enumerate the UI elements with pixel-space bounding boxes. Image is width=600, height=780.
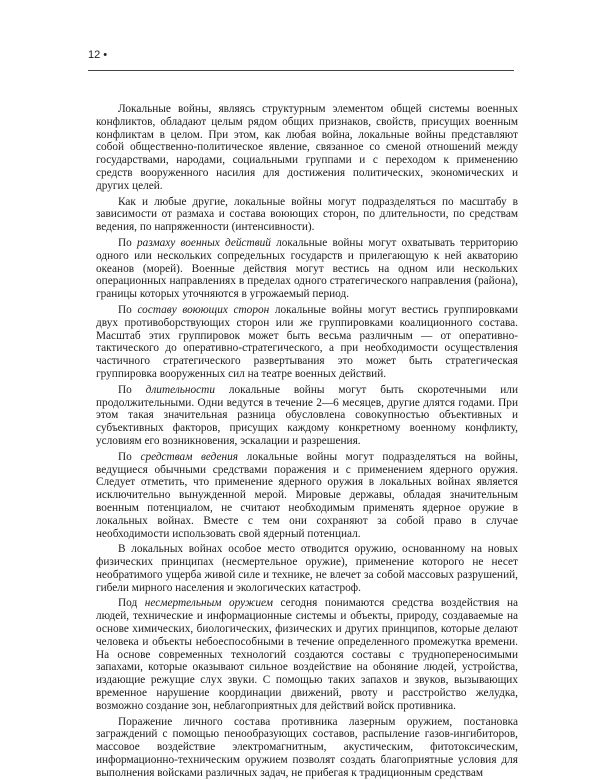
paragraph-6: По средствам ведения локальные войны могут подразделяться на войны, ведущиеся обычными средствами поражения и с применением ядерного оружия. Следует отметить, что применение ядерного оружия в локальных войнах является исключительно вынужденной мерой. Мировые державы, обладая значительным военным потенциалом, не считают необходимым применять ядерное оружие в локальных войнах. Вместе с тем они сохраняют за собой право в случае необходимости использовать свой ядерный потенциал. xyxy=(96,450,518,540)
italic-term: несмертельным оружием xyxy=(144,597,273,610)
paragraph-8: Под несмертельным оружием сегодня понимаются средства воздействия на людей, технические и информационные системы и объекты, природу, создаваемые на основе химических, биологических, физических и других принципов, которые делают человека и объекты небоеспособными в течение определенного промежутка времени. На основе современных технологий создаются составы с труднопереносимыми запахами, которые оказывают сильное воздействие на обоняние людей, устройства, издающие режущие слух звуки. С помощью таких запахов и звуков, вызывающих временное нарушение координации движений, рвоту и расстройство желудка, возможно создание зон, неблагоприятных для действий войск противника. xyxy=(96,597,518,712)
body-text xyxy=(96,103,518,780)
italic-term: составу воюющих сторон xyxy=(137,303,270,316)
paragraph-4: По составу воюющих сторон локальные войны могут вестись группировками двух противоборствующих сторон или же группировками коалиционного состава. Масштаб этих группировок может быть весьма различным — от оперативно-тактического до оперативно-стратегического, а при необходимости осуществления частичного стратегического развертывания это может быть стратегическая группировка вооруженных сил на театре военных действий. xyxy=(96,303,518,380)
paragraph-1: Локальные войны, являясь структурным элементом общей системы военных конфликтов, обладают целым рядом общих признаков, свойств, присущих военным конфликтам в целом. При этом, как любая война, локальные войны представляют собой общественно-политическое явление, связанное со сменой отношений между государствами, народами, социальными группами и с переходом к применению средств вооруженного насилия для достижения политических, экономических и других целей. xyxy=(96,103,518,192)
paragraph-7: В локальных войнах особое место отводится оружию, основанному на новых физических принципах (несмертельное оружие), применение которого не несет необратимого ущерба живой силе и технике, не влечет за собой массовых разрушений, гибели мирного населения и экологических катастроф. xyxy=(96,543,518,594)
italic-term: размаху военных действий xyxy=(137,236,271,249)
italic-term: средствам ведения xyxy=(140,450,239,463)
header-rule xyxy=(88,70,514,71)
paragraph-5: По длительности локальные войны могут быть скоротечными или продолжительными. Одни ведутся в течение 2—6 месяцев, другие длятся годами. При этом такая значительная разница обусловлена совокупностью объективных и субъективных факторов, присущих каждому конкретному военному конфликту, условиям его возникновения, эскалации и разрешения. xyxy=(96,383,518,447)
paragraph-9: Поражение личного состава противника лазерным оружием, постановка заграждений с помощью пенообразующих составов, распыление газов-ингибиторов, массовое воздействие электромагнитным, акустическим, фитотоксическим, информационно-техническим оружием позволят создать благоприятные условия для выполнения войсками различных задач, не прибегая к традиционным средствам xyxy=(96,715,518,779)
paragraph-2: Как и любые другие, локальные войны могут подразделяться по масштабу в зависимости от размаха и состава воюющих сторон, по длительности, по средствам ведения, по напряженности (интенсивности). xyxy=(96,195,518,234)
page-number: 12 • xyxy=(88,49,108,61)
paragraph-3: По размаху военных действий локальные войны могут охватывать территорию одного или нескольких сопредельных государств и прилегающую к ней акваторию океанов (морей). Военные действия могут вестись на одном или нескольких операционных направлениях в пределах одного стратегического направления (района), границы которых уточняются в угрожаемый период. xyxy=(96,236,518,301)
italic-term: длительности xyxy=(145,383,215,396)
